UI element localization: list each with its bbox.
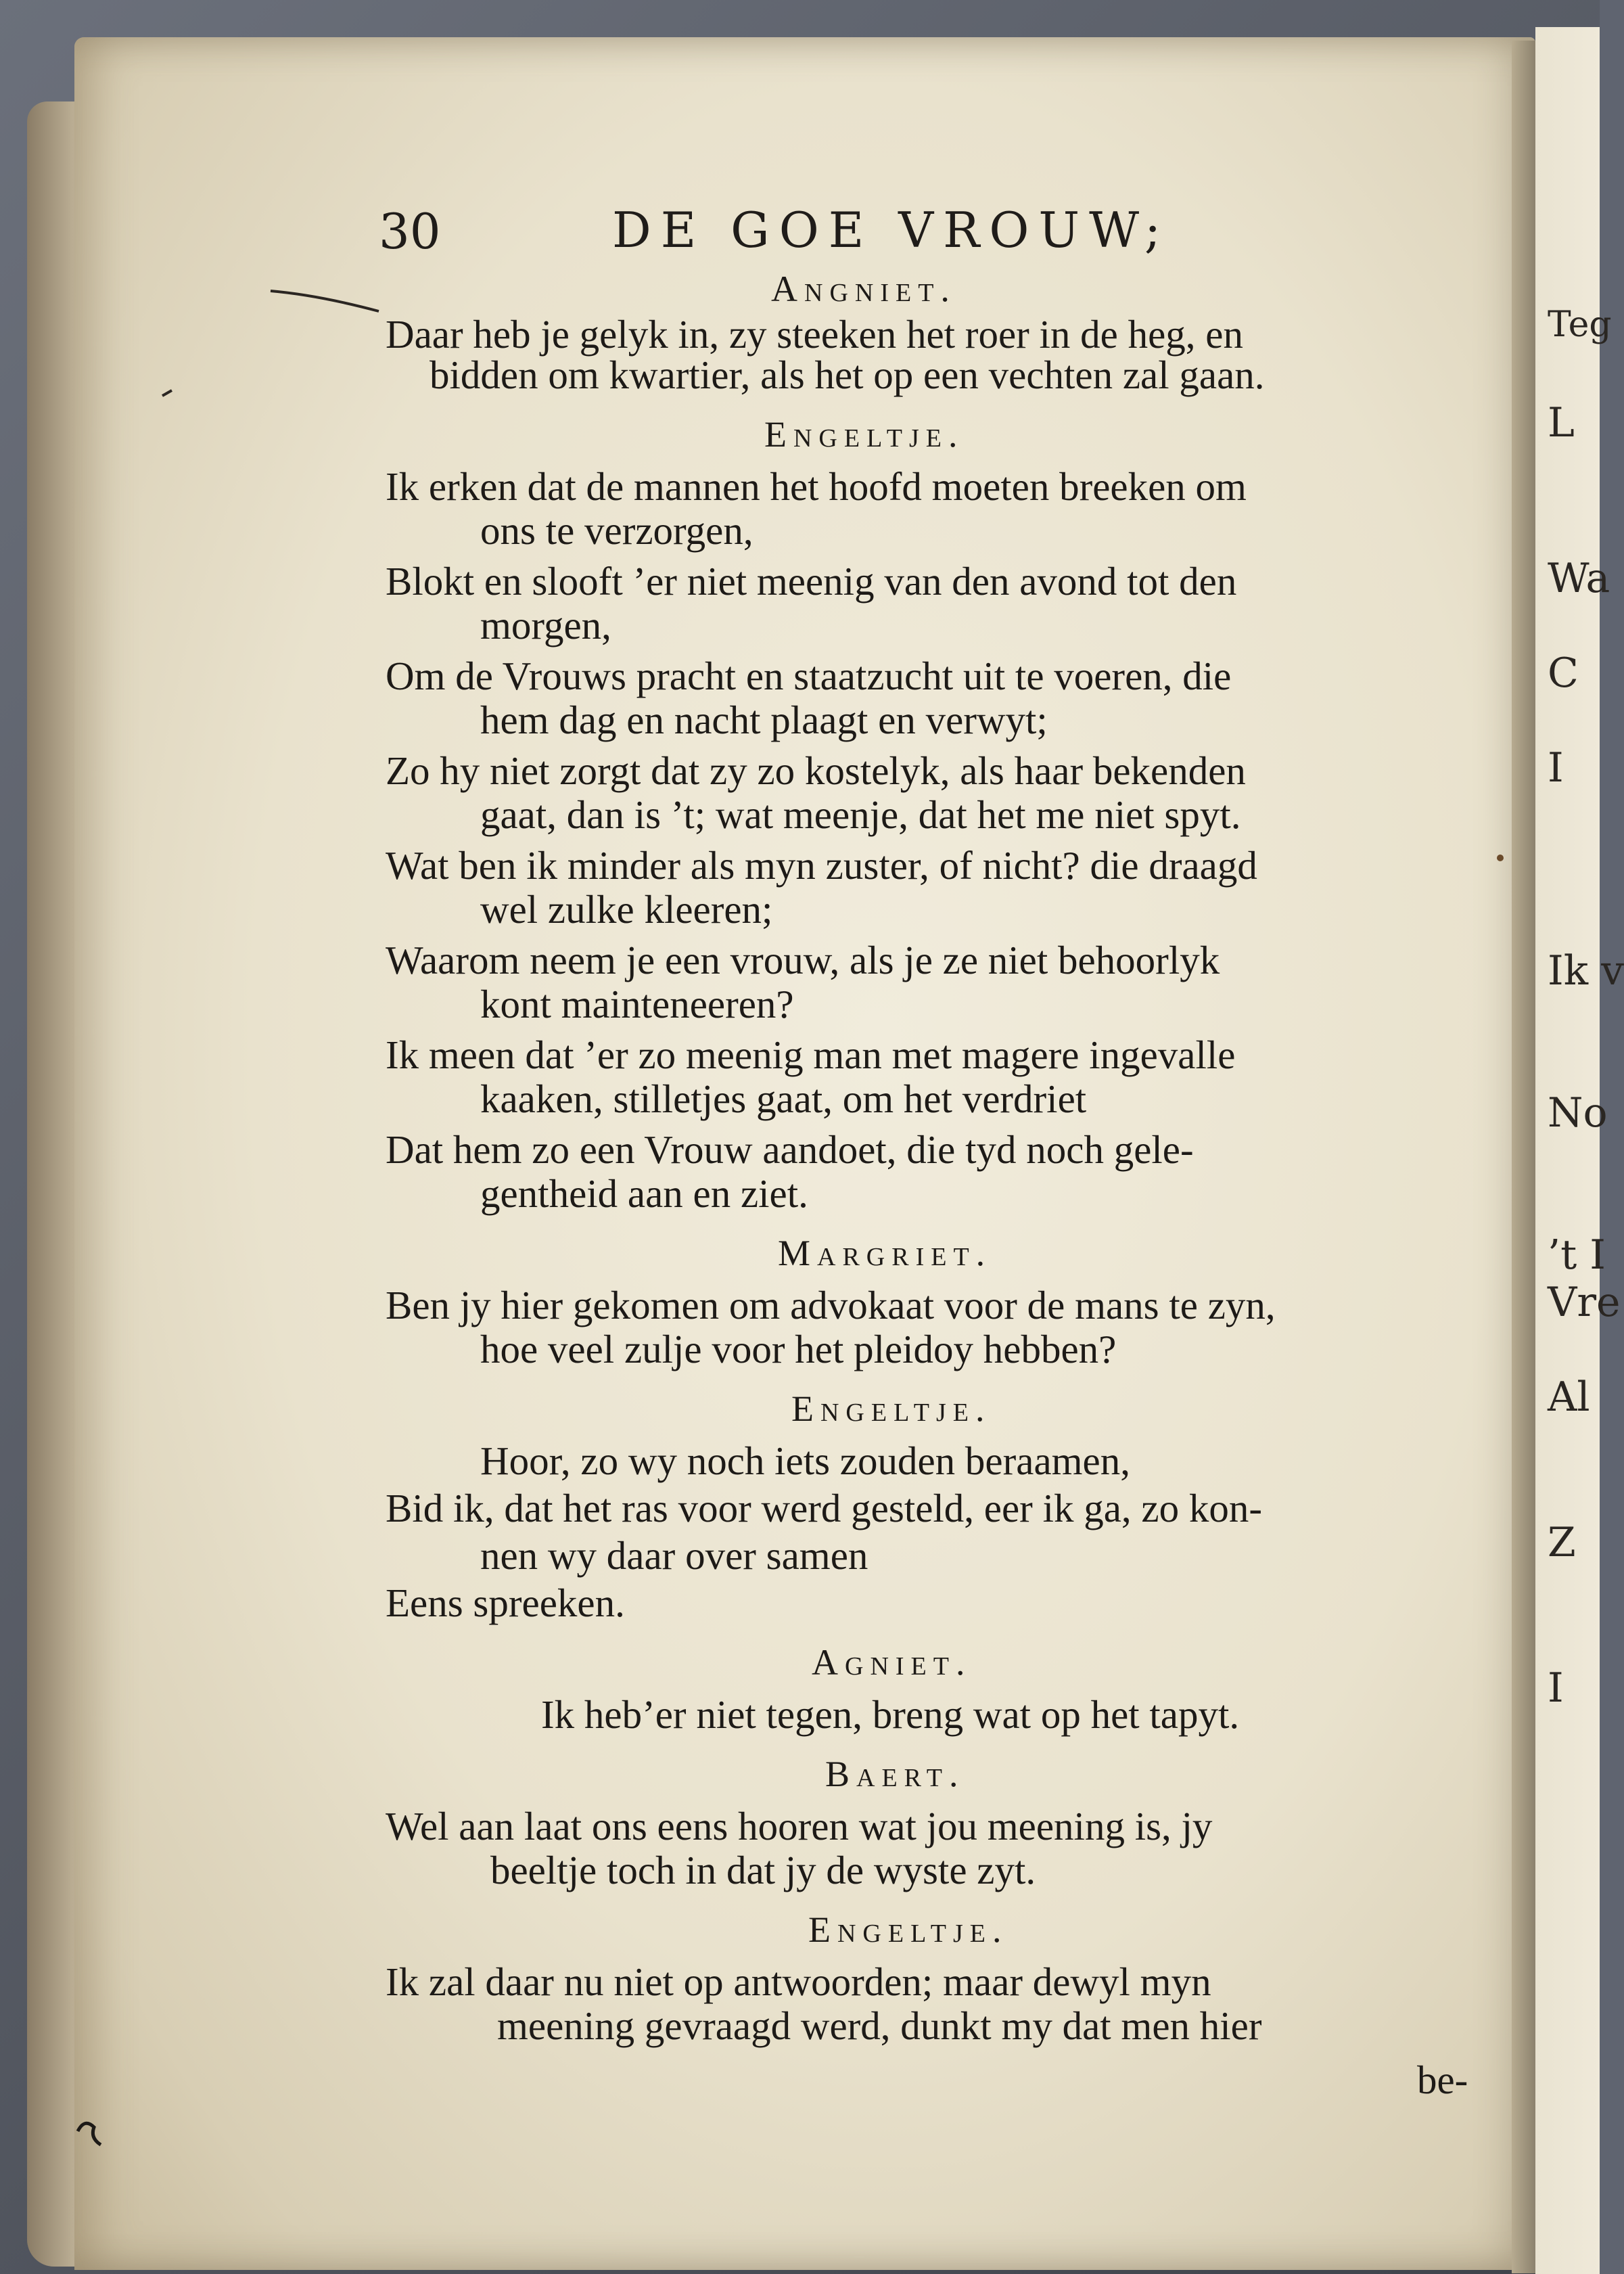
speaker-name: Engeltje. <box>808 1909 1008 1950</box>
facing-text-line: Z <box>1548 1519 1576 1566</box>
verse-line: Bid ik, dat het ras voor werd gesteld, eer ik ga, zo kon- <box>386 1486 1262 1530</box>
facing-text-line: I <box>1548 1664 1564 1712</box>
verse-line: Eens spreeken. <box>386 1581 625 1625</box>
verse-line: Ik heb’er niet tegen, breng wat op het tapyt. <box>541 1692 1240 1737</box>
facing-text-line: Vre <box>1548 1279 1621 1326</box>
speaker-name: Agniet. <box>812 1642 972 1683</box>
verse-line: Waarom neem je een vrouw, als je ze niet behoorlyk <box>386 938 1220 982</box>
verse-line: Wat ben ik minder als myn zuster, of nicht? die draagd <box>386 843 1257 888</box>
verse-line: hem dag en nacht plaagt en verwyt; <box>480 698 1048 742</box>
speaker-name: Margriet. <box>778 1233 992 1273</box>
verse-line: gentheid aan en ziet. <box>480 1171 808 1216</box>
verse-line: Om de Vrouws pracht en staatzucht uit te voeren, die <box>386 654 1232 698</box>
verse-line: Zo hy niet zorgt dat zy zo kostelyk, als haar bekenden <box>386 748 1246 793</box>
verse-line: Ik erken dat de mannen het hoofd moeten breeken om <box>386 464 1247 509</box>
running-title: DE GOE VROUW; <box>612 202 1171 258</box>
verse-line: Dat hem zo een Vrouw aandoet, die tyd noch gele- <box>386 1127 1194 1172</box>
verse-line: wel zulke kleeren; <box>480 887 773 932</box>
speaker-name: Engeltje. <box>791 1388 992 1429</box>
facing-text-line: C <box>1548 650 1579 697</box>
verse-line: meening gevraagd werd, dunkt my dat men hier <box>497 2003 1262 2048</box>
verse-line: nen wy daar over samen <box>480 1533 868 1578</box>
facing-text-line: L <box>1548 399 1575 447</box>
verse-line: bidden om kwartier, als het op een vechten zal gaan. <box>430 353 1265 397</box>
verse-line: hoe veel zulje voor het pleidoy hebben? <box>480 1327 1117 1371</box>
facing-text-line: Al <box>1548 1373 1590 1421</box>
verse-line: Wel aan laat ons eens hooren wat jou meening is, jy <box>386 1804 1213 1848</box>
verse-line: morgen, <box>480 603 611 647</box>
facing-text-line: No <box>1548 1089 1608 1137</box>
verse-line: Daar heb je gelyk in, zy steeken het roer in de heg, en <box>386 312 1243 357</box>
verse-line: Hoor, zo wy noch iets zouden beraamen, <box>480 1438 1130 1483</box>
facing-text-line: Teg <box>1548 304 1612 345</box>
verse-line: gaat, dan is ’t; wat meenje, dat het me niet spyt. <box>480 792 1241 837</box>
verse-line: kaaken, stilletjes gaat, om het verdriet <box>480 1076 1087 1121</box>
catchword: be- <box>1417 2057 1468 2102</box>
facing-text-line: Wa <box>1548 555 1610 602</box>
facing-text-line: Ik v <box>1548 947 1624 995</box>
speaker-name: Baert. <box>825 1754 965 1794</box>
speaker-name: Engeltje. <box>764 414 965 455</box>
facing-text-line: I <box>1548 744 1564 792</box>
page-number: 30 <box>379 203 441 260</box>
facing-text-line: ’t I <box>1548 1231 1606 1279</box>
verse-line: Ik zal daar nu niet op antwoorden; maar dewyl myn <box>386 1959 1211 2004</box>
verse-line: Ik meen dat ’er zo meenig man met magere ingevalle <box>386 1032 1236 1077</box>
verse-line: kont mainteneeren? <box>480 982 794 1026</box>
verse-line: beeltje toch in dat jy de wyste zyt. <box>490 1848 1036 1892</box>
verse-line: Blokt en slooft ’er niet meenig van den avond tot den <box>386 559 1237 604</box>
verse-line: Ben jy hier gekomen om advokaat voor de mans te zyn, <box>386 1283 1276 1327</box>
verse-line: ons te verzorgen, <box>480 508 753 553</box>
speaker-name: Angniet. <box>771 269 956 309</box>
